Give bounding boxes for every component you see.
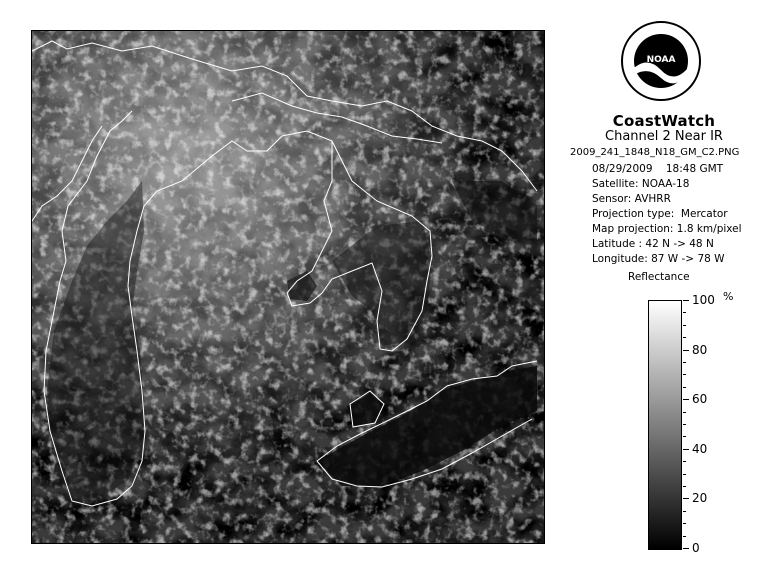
filename-text: 2009_241_1848_N18_GM_C2.PNG [570,147,740,158]
brand-title: CoastWatch [612,112,716,130]
colorbar-minor-tick [683,536,686,537]
colorbar-tick [683,498,689,499]
satellite-text: Satellite: NOAA-18 [592,178,690,190]
noaa-logo-icon [620,20,702,102]
colorbar-tick [683,548,689,549]
sensor-text: Sensor: AVHRR [592,193,671,205]
datetime-text: 08/29/2009 18:48 GMT [592,163,724,175]
longitude-text: Longitude: 87 W -> 78 W [592,253,725,265]
satellite-image-svg [32,31,544,543]
colorbar-minor-tick [683,523,686,524]
colorbar-tick-label: 0 [692,541,700,555]
colorbar-minor-tick [683,412,686,413]
colorbar-minor-tick [683,461,686,462]
colorbar-minor-tick [683,362,686,363]
logo-text: NOAA [646,55,676,65]
projection-type-text: Projection type: Mercator [592,208,728,220]
colorbar-tick-label: 20 [692,491,708,505]
colorbar-unit: % [723,290,734,303]
latitude-text: Latitude : 42 N -> 48 N [592,238,714,250]
colorbar-minor-tick [683,312,686,313]
colorbar-minor-tick [683,436,686,437]
colorbar-minor-tick [683,511,686,512]
satellite-image [31,30,545,544]
noaa-logo [620,20,702,102]
channel-subtitle: Channel 2 Near IR [605,129,723,144]
colorbar-minor-tick [683,374,686,375]
colorbar-tick [683,350,689,351]
colorbar-minor-tick [683,325,686,326]
colorbar-tick-label: 100 [692,293,715,307]
colorbar-tick [683,449,689,450]
colorbar-minor-tick [683,486,686,487]
reflectance-colorbar [648,300,682,550]
colorbar-tick [683,399,689,400]
colorbar-minor-tick [683,387,686,388]
colorbar-tick-label: 60 [692,392,708,406]
colorbar-tick-label: 80 [692,343,708,357]
colorbar-minor-tick [683,424,686,425]
colorbar-minor-tick [683,474,686,475]
map-projection-text: Map projection: 1.8 km/pixel [592,223,742,235]
colorbar-minor-tick [683,337,686,338]
colorbar-tick [683,300,689,301]
colorbar-title: Reflectance [628,271,690,283]
colorbar-tick-label: 40 [692,442,708,456]
